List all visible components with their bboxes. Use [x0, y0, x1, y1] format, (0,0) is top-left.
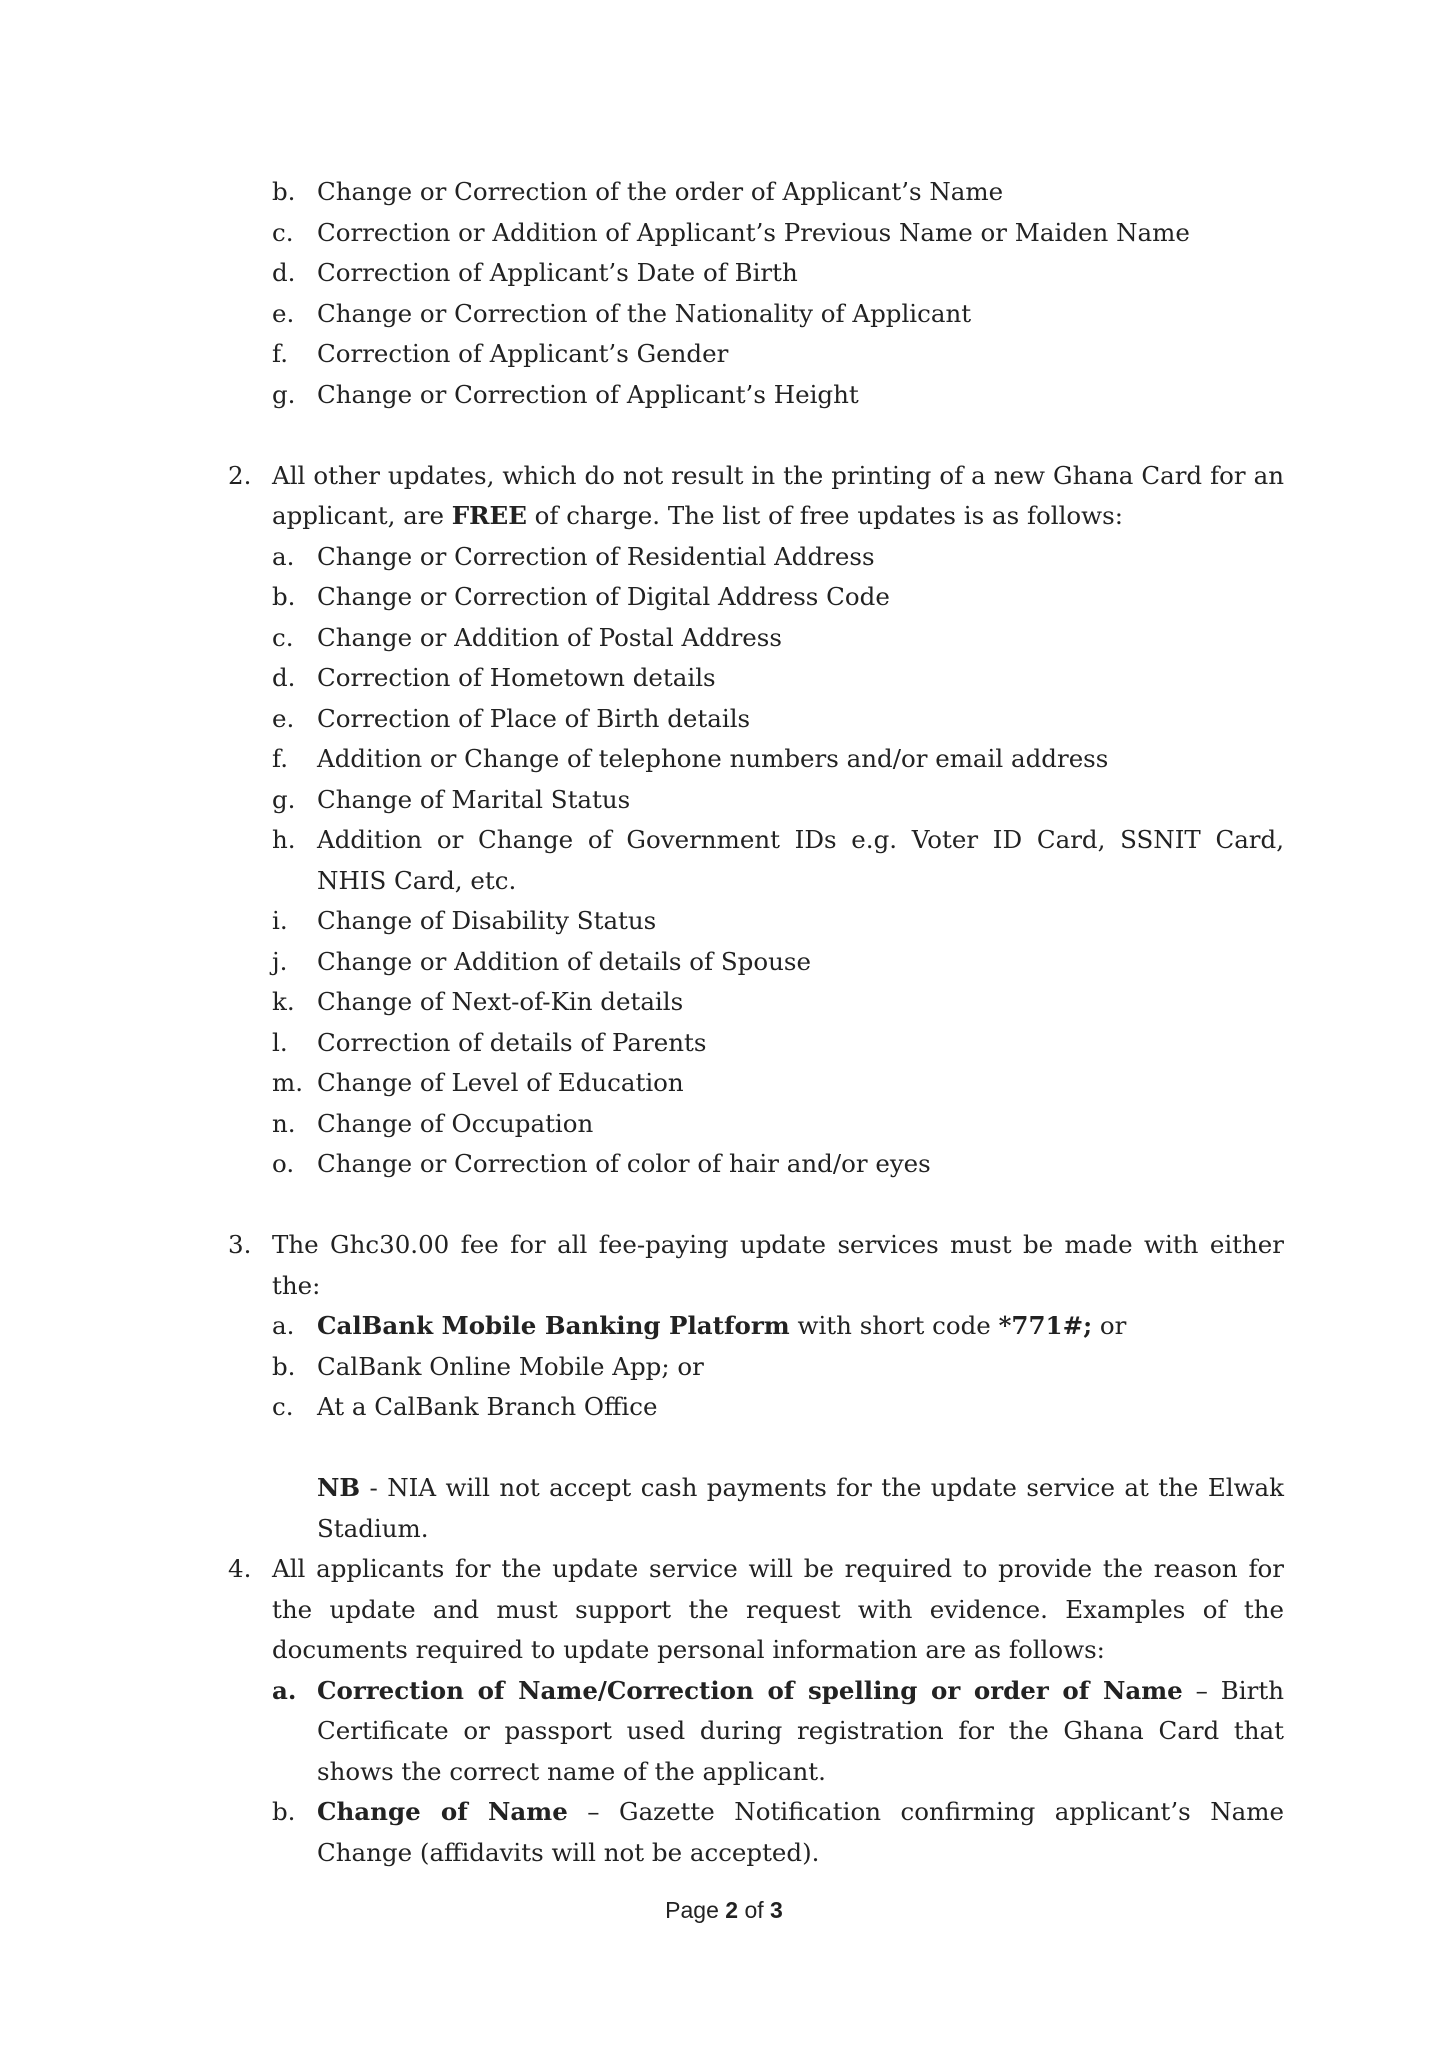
list-marker: n.: [272, 1108, 296, 1138]
numbered-paragraph: [228, 456, 1284, 537]
page-of-label: of: [738, 1897, 771, 1923]
page-footer: [0, 1897, 1448, 1924]
list-item-text: Correction or Addition of Applicant’s Previous Name or Maiden Name: [317, 217, 1190, 247]
list-item: [228, 172, 1284, 213]
list-item-text: Change of Occupation: [317, 1108, 594, 1138]
list-item-text: Correction of Applicant’s Date of Birth: [317, 258, 798, 287]
list-marker: e.: [272, 298, 295, 328]
list-marker: f.: [272, 339, 288, 368]
list-item: [228, 1792, 1284, 1873]
list-marker: b.: [272, 1351, 296, 1381]
list-marker: d.: [272, 663, 296, 692]
item-number: 2.: [228, 460, 252, 490]
list-item: [228, 699, 1284, 740]
list-marker: a.: [272, 1675, 297, 1705]
list-item-text: – Birth Certificate or passport used during registration for the Ghana Card that shows the correct name of the applicant.: [317, 1675, 1284, 1786]
list-item-text: Change or Correction of the order of Applicant’s Name: [317, 177, 1004, 206]
list-item: [228, 942, 1284, 983]
list-item: [228, 253, 1284, 294]
list-item: [228, 1104, 1284, 1145]
list-item: [228, 577, 1284, 618]
nb-note: [228, 1468, 1284, 1549]
numbered-paragraph: [228, 1549, 1284, 1671]
list-marker: a.: [272, 1311, 295, 1340]
list-item: [228, 334, 1284, 375]
list-marker: b.: [272, 582, 296, 611]
list-item: [228, 658, 1284, 699]
document-body: [228, 172, 1284, 1873]
list-marker: a.: [272, 541, 295, 571]
list-item-text: At a CalBank Branch Office: [317, 1392, 658, 1421]
list-marker: c.: [272, 1392, 294, 1421]
list-item: [228, 213, 1284, 254]
document-type-heading: Change of Name: [317, 1797, 568, 1826]
list-marker: b.: [272, 177, 296, 206]
spacer: [228, 415, 1284, 456]
paragraph-text: The Ghc30.00 fee for all fee-paying update services must be made with either the:: [272, 1230, 1284, 1300]
list-item-text: Change of Next-of-Kin details: [317, 987, 684, 1016]
list-item-text: Correction of Applicant’s Gender: [317, 339, 729, 368]
list-marker: e.: [272, 703, 295, 733]
list-item-text: Correction of details of Parents: [317, 1027, 707, 1057]
list-item: [228, 1306, 1284, 1347]
list-marker: c.: [272, 622, 294, 652]
numbered-item-4: [228, 1549, 1284, 1873]
list-marker: o.: [272, 1149, 295, 1178]
list-item-text: Addition or Change of Government IDs e.g. Voter ID Card, SSNIT Card, NHIS Card, etc.: [317, 825, 1284, 895]
spacer: [228, 1428, 1284, 1469]
item-number: 4.: [228, 1554, 252, 1583]
numbered-paragraph: [228, 1225, 1284, 1306]
list-item: [228, 618, 1284, 659]
list-item: [228, 982, 1284, 1023]
list-marker: f.: [272, 744, 288, 773]
paragraph-text: All other updates, which do not result in the printing of a new Ghana Card for an applicant, are: [272, 460, 1284, 530]
list-marker: h.: [272, 825, 296, 854]
list-item-text: CalBank Online Mobile App; or: [317, 1351, 704, 1381]
numbered-item-2: [228, 456, 1284, 1185]
list-item-text: Change or Correction of Digital Address Code: [317, 582, 890, 611]
list-marker: g.: [272, 379, 296, 409]
list-marker: j.: [272, 946, 288, 976]
list-item-text: Change of Marital Status: [317, 784, 631, 814]
document-type-heading: Correction of Name/Correction of spelling or order of Name: [317, 1675, 1183, 1705]
list-item-text: Addition or Change of telephone numbers and/or email address: [317, 744, 1109, 773]
item-number: 3.: [228, 1230, 252, 1259]
list-item-text-end: or: [1092, 1311, 1127, 1340]
list-item: [228, 820, 1284, 901]
list-item: [228, 375, 1284, 416]
paragraph-text-end: of charge. The list of free updates is as follows:: [526, 501, 1123, 530]
list-item: [228, 780, 1284, 821]
page-label: Page: [665, 1897, 726, 1923]
list-marker: g.: [272, 784, 296, 814]
list-item-text: Change or Addition of Postal Address: [317, 622, 782, 652]
list-1-continued: [228, 172, 1284, 415]
list-item: [228, 294, 1284, 335]
list-item: [228, 1023, 1284, 1064]
list-marker: l.: [272, 1027, 288, 1057]
list-marker: c.: [272, 217, 294, 247]
list-item-text: Correction of Hometown details: [317, 663, 716, 692]
list-item-text: Change or Addition of details of Spouse: [317, 946, 811, 976]
list-item-text: Change or Correction of Applicant’s Height: [317, 379, 859, 409]
page-number: 2: [725, 1897, 739, 1923]
list-item-text: Change or Correction of the Nationality of Applicant: [317, 298, 972, 328]
list-item: [228, 901, 1284, 942]
nb-text: - NIA will not accept cash payments for the update service at the Elwak Stadium.: [317, 1473, 1284, 1543]
list-item: [228, 1144, 1284, 1185]
list-item: [228, 739, 1284, 780]
list-item-text: – Gazette Notification confirming applicant’s Name Change (affidavits will not be accepted).: [317, 1797, 1284, 1867]
list-item: [228, 1387, 1284, 1428]
list-item-text: Change of Disability Status: [317, 906, 657, 935]
list-marker: i.: [272, 906, 288, 935]
list-item-text: Change of Level of Education: [317, 1068, 684, 1097]
list-marker: d.: [272, 258, 296, 287]
list-item-text: Change or Correction of Residential Address: [317, 541, 875, 571]
list-item: [228, 537, 1284, 578]
list-item: [228, 1347, 1284, 1388]
nb-label: NB: [317, 1473, 361, 1502]
spacer: [228, 1185, 1284, 1226]
calbank-platform-name: CalBank Mobile Banking Platform: [317, 1311, 790, 1340]
list-item: [228, 1671, 1284, 1793]
list-item-text: Correction of Place of Birth details: [317, 703, 751, 733]
list-marker: m.: [272, 1068, 304, 1097]
numbered-item-3: [228, 1225, 1284, 1549]
list-marker: b.: [272, 1797, 296, 1826]
list-marker: k.: [272, 987, 295, 1016]
paragraph-text: All applicants for the update service will be required to provide the reason for the update and must support the request with evidence. Examples of the documents required to update personal information are as follows:: [272, 1554, 1284, 1664]
free-emphasis: FREE: [451, 501, 527, 530]
list-item: [228, 1063, 1284, 1104]
page-total: 3: [770, 1897, 783, 1923]
short-code: *771#;: [998, 1311, 1093, 1340]
list-item-text: with short code: [789, 1311, 999, 1340]
list-item-text: Change or Correction of color of hair and/or eyes: [317, 1149, 931, 1178]
